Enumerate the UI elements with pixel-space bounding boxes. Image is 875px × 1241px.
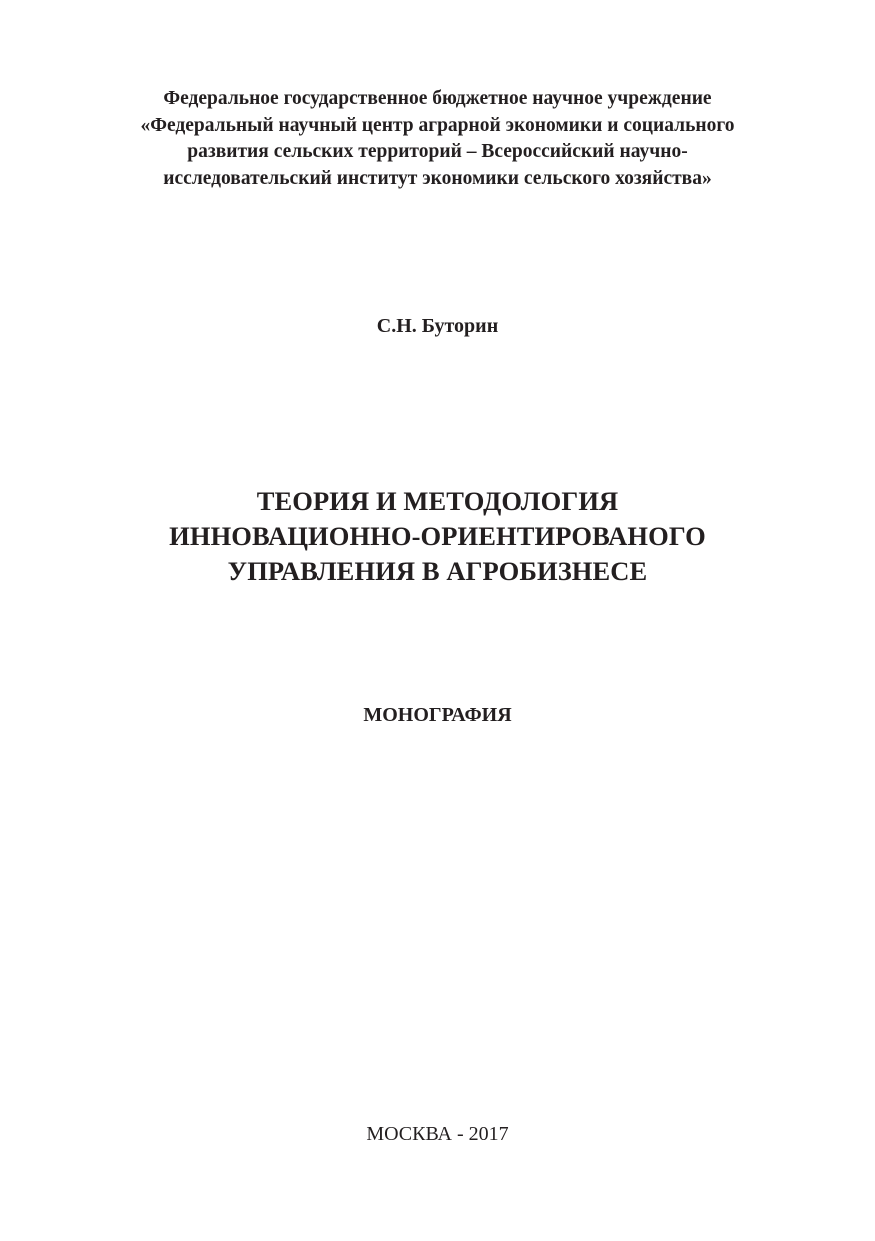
genre-text: МОНОГРАФИЯ — [363, 704, 512, 726]
imprint-city-year — [0, 1121, 875, 1147]
imprint-text: МОСКВА - 2017 — [366, 1123, 509, 1145]
author-name — [0, 313, 875, 339]
title-line: ИННОВАЦИОННО-ОРИЕНТИРОВАНОГО — [169, 521, 706, 551]
institution-line: Федеральное государственное бюджетное научное учреждение — [163, 88, 712, 109]
institution-line: исследовательский институт экономики сельского хозяйства» — [163, 167, 712, 189]
book-title — [0, 484, 875, 589]
title-line: УПРАВЛЕНИЯ В АГРОБИЗНЕСЕ — [227, 556, 648, 586]
title-line: ТЕОРИЯ И МЕТОДОЛОГИЯ — [256, 486, 619, 516]
institution-line: развития сельских территорий – Всероссийский научно- — [187, 141, 688, 162]
institution-name — [0, 86, 875, 192]
author-text: С.Н. Буторин — [376, 315, 499, 337]
institution-line: «Федеральный научный центр аграрной экономики и социального — [140, 114, 735, 136]
publication-genre — [0, 702, 875, 728]
